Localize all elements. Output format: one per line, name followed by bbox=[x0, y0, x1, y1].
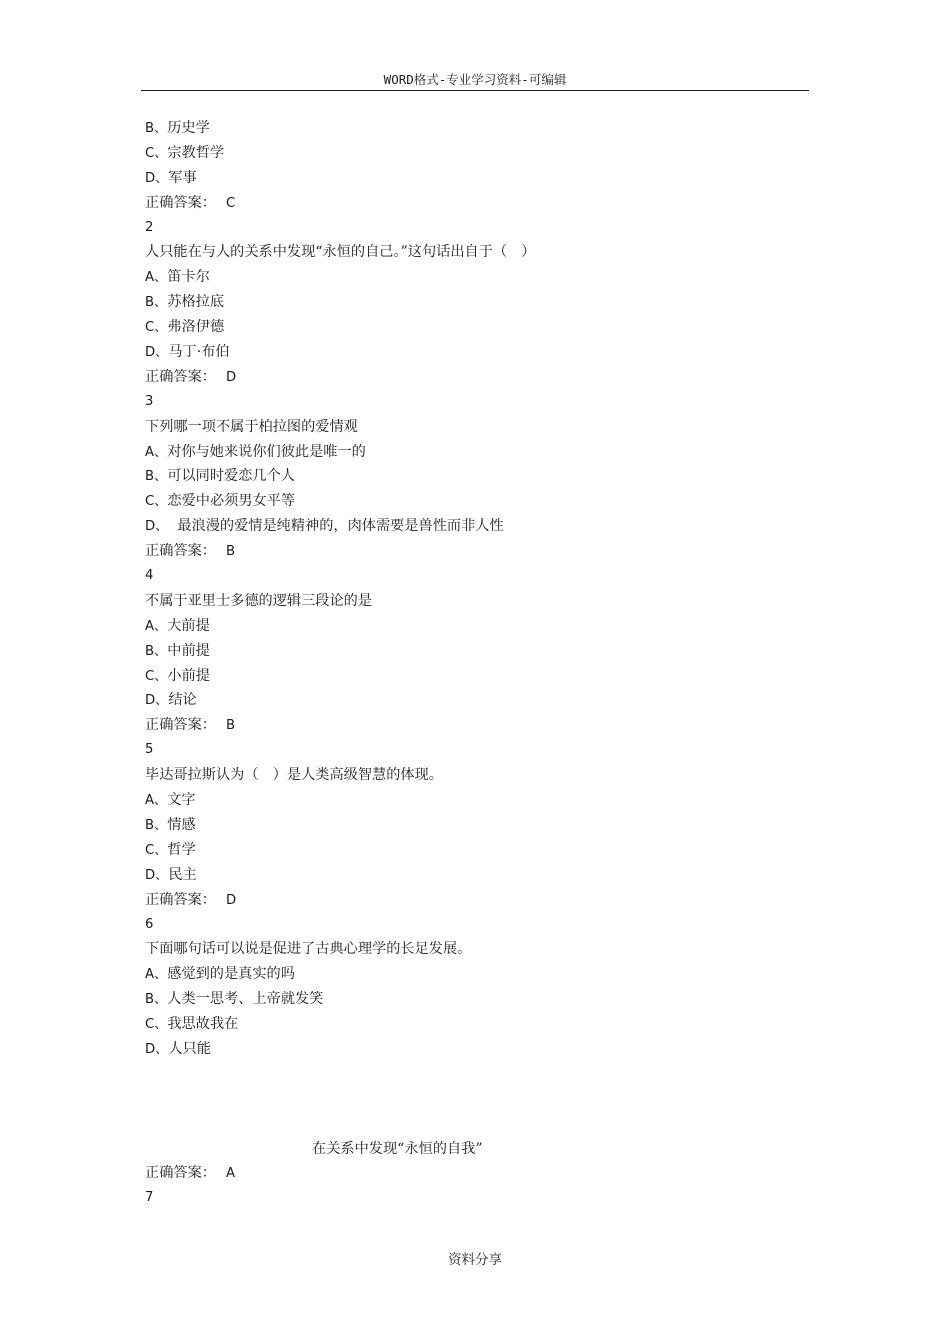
option-d bbox=[145, 340, 805, 365]
option-letter: D、 bbox=[145, 170, 169, 186]
correct-answer bbox=[145, 539, 805, 564]
option-c bbox=[145, 315, 805, 340]
option-text: 民主 bbox=[168, 866, 197, 883]
answer-value: D bbox=[225, 369, 237, 385]
option-text: 小前提 bbox=[167, 667, 210, 684]
question-number: 4 bbox=[145, 568, 154, 584]
option-text: 情感 bbox=[167, 816, 196, 833]
option-c bbox=[145, 141, 805, 166]
option-text: 笛卡尔 bbox=[167, 269, 210, 286]
question-text: 人只能在与人的关系中发现“永恒的自己。”这句话出自于（ ） bbox=[145, 244, 536, 261]
blank-space bbox=[145, 1062, 805, 1137]
option-letter: A、 bbox=[145, 618, 168, 634]
option-letter: A、 bbox=[145, 444, 168, 460]
answer-label: 正确答案： bbox=[145, 891, 216, 908]
option-a bbox=[145, 962, 805, 987]
option-letter: C、 bbox=[145, 842, 168, 858]
option-text: 宗教哲学 bbox=[167, 144, 225, 161]
option-letter: A、 bbox=[145, 270, 168, 286]
option-text: 苏格拉底 bbox=[167, 294, 225, 311]
option-b bbox=[145, 464, 805, 489]
option-a bbox=[145, 614, 805, 639]
correct-answer bbox=[145, 1161, 805, 1186]
option-d bbox=[145, 166, 805, 191]
question-number: 7 bbox=[145, 1190, 154, 1206]
option-b bbox=[145, 987, 805, 1012]
option-letter: D、 bbox=[145, 1041, 169, 1057]
question-text: 毕达哥拉斯认为（ ）是人类高级智慧的体现。 bbox=[145, 767, 443, 784]
option-letter: B、 bbox=[145, 817, 168, 833]
answer-label: 正确答案： bbox=[145, 543, 216, 560]
option-b bbox=[145, 639, 805, 664]
question-text: 不属于亚里士多德的逻辑三段论的是 bbox=[145, 592, 373, 609]
option-a bbox=[145, 788, 805, 813]
option-b bbox=[145, 116, 805, 141]
option-text: 哲学 bbox=[167, 841, 196, 858]
option-text: 人只能 bbox=[168, 1040, 211, 1057]
option-a bbox=[145, 265, 805, 290]
question-number: 2 bbox=[145, 219, 154, 235]
answer-value: D bbox=[225, 892, 237, 908]
option-text: 人类一思考、上帝就发笑 bbox=[167, 991, 324, 1008]
document-body bbox=[145, 116, 805, 1211]
option-b bbox=[145, 813, 805, 838]
option-d-continuation: 在关系中发现“永恒的自我” bbox=[312, 1140, 483, 1157]
question-number: 3 bbox=[145, 393, 154, 409]
answer-label: 正确答案： bbox=[145, 194, 216, 211]
answer-value: B bbox=[225, 718, 236, 734]
option-text: 马丁·布伯 bbox=[168, 344, 230, 361]
option-text: 大前提 bbox=[167, 617, 210, 634]
option-letter: A、 bbox=[145, 793, 168, 809]
option-letter: A、 bbox=[145, 967, 168, 983]
option-b bbox=[145, 290, 805, 315]
option-text: 结论 bbox=[168, 692, 197, 709]
question-number: 5 bbox=[145, 742, 154, 758]
option-text: 中前提 bbox=[167, 642, 210, 659]
option-d bbox=[145, 1037, 805, 1062]
answer-label: 正确答案： bbox=[145, 368, 216, 385]
correct-answer bbox=[145, 713, 805, 738]
option-letter: B、 bbox=[145, 295, 168, 311]
option-d bbox=[145, 863, 805, 888]
option-text: 对你与她来说你们彼此是唯一的 bbox=[167, 443, 366, 460]
option-letter: B、 bbox=[145, 121, 168, 136]
option-letter: C、 bbox=[145, 1017, 168, 1033]
answer-label: 正确答案： bbox=[145, 717, 216, 734]
correct-answer bbox=[145, 191, 805, 216]
option-d bbox=[145, 688, 805, 713]
option-letter: D、 bbox=[145, 519, 169, 535]
option-text: 恋爱中必须男女平等 bbox=[167, 493, 296, 510]
option-letter: C、 bbox=[145, 668, 168, 684]
option-letter: B、 bbox=[145, 992, 168, 1008]
option-text: 历史学 bbox=[167, 120, 210, 136]
option-a bbox=[145, 440, 805, 465]
option-letter: D、 bbox=[145, 345, 169, 361]
option-letter: D、 bbox=[145, 867, 169, 883]
question-number: 6 bbox=[145, 916, 154, 932]
option-letter: C、 bbox=[145, 494, 168, 510]
option-text: 感觉到的是真实的吗 bbox=[167, 966, 295, 983]
option-letter: C、 bbox=[145, 145, 168, 161]
option-text: 最浪漫的爱情是纯精神的，肉体需要是兽性而非人性 bbox=[168, 518, 504, 535]
option-text: 弗洛伊德 bbox=[167, 319, 225, 336]
option-letter: D、 bbox=[145, 693, 169, 709]
answer-label: 正确答案： bbox=[145, 1165, 216, 1182]
correct-answer bbox=[145, 365, 805, 390]
option-c bbox=[145, 664, 805, 689]
option-c bbox=[145, 1012, 805, 1037]
answer-value: C bbox=[225, 195, 236, 211]
question-text: 下列哪一项不属于柏拉图的爱情观 bbox=[145, 418, 358, 435]
option-letter: B、 bbox=[145, 643, 168, 659]
page-header: WORD格式-专业学习资料-可编辑 bbox=[141, 71, 809, 91]
page-footer: 资料分享 bbox=[448, 1252, 502, 1268]
option-text: 可以同时爱恋几个人 bbox=[167, 468, 295, 485]
option-c bbox=[145, 489, 805, 514]
option-text: 我思故我在 bbox=[167, 1016, 239, 1033]
option-c bbox=[145, 838, 805, 863]
option-text: 文字 bbox=[167, 792, 196, 809]
option-letter: B、 bbox=[145, 469, 168, 485]
answer-value: A bbox=[225, 1166, 235, 1182]
correct-answer bbox=[145, 888, 805, 913]
question-text: 下面哪句话可以说是促进了古典心理学的长足发展。 bbox=[145, 941, 472, 958]
option-letter: C、 bbox=[145, 320, 168, 336]
answer-value: B bbox=[225, 544, 236, 560]
option-d bbox=[145, 514, 805, 539]
option-text: 军事 bbox=[168, 169, 197, 186]
